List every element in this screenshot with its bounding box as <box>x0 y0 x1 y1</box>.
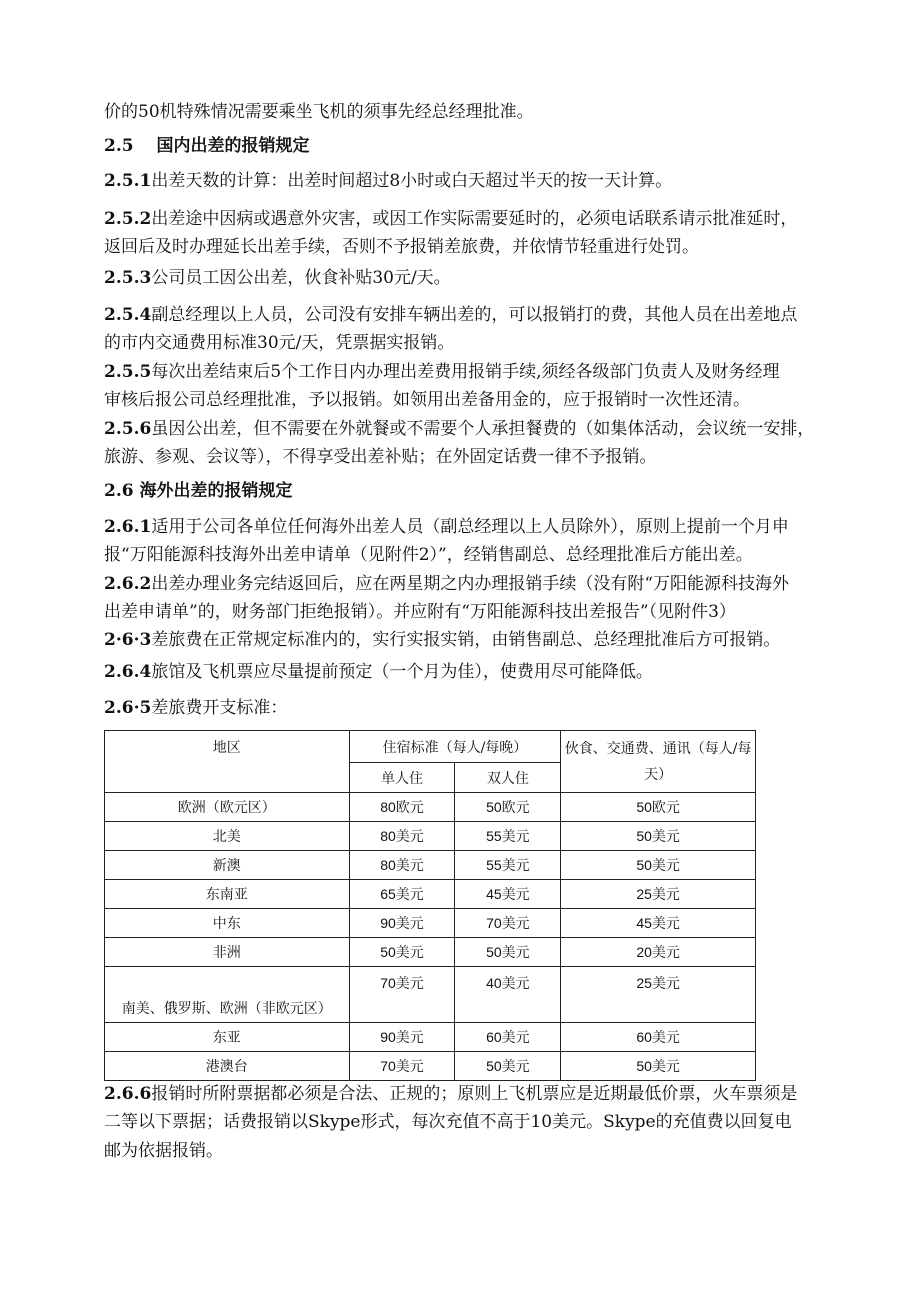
clause-number: 2.6.1 <box>104 517 152 537</box>
cell-single: 65美元 <box>349 880 455 909</box>
clause-text: 差旅费在正常规定标准内的，实行实报实销，由销售副总、总经理批准后方可报销。 <box>151 630 781 650</box>
clause-number: 2·6·3 <box>104 630 152 650</box>
clause-2-6-2-cont: 出差申请单”的，财务部门拒绝报销）。并应附有“万阳能源科技出差报告”（见附件3） <box>104 602 736 622</box>
cell-region: 北美 <box>105 822 350 851</box>
clause-text: 出差天数的计算：出差时间超过8小时或白天超过半天的按一天计算。 <box>151 171 673 191</box>
table-row <box>105 880 756 909</box>
clause-2-5-2 <box>104 207 797 231</box>
table-header-row <box>105 731 756 763</box>
cell-single: 70美元 <box>349 1052 455 1081</box>
clause-number: 2.5.5 <box>104 362 152 382</box>
clause-number: 2.6·5 <box>104 698 152 718</box>
clause-text: 差旅费开支标准： <box>151 698 288 718</box>
cell-region: 东南亚 <box>105 880 350 909</box>
clause-2-5-2-cont: 返回后及时办理延长出差手续，否则不予报销差旅费，并依情节轻重进行处罚。 <box>104 237 699 257</box>
clause-text: 适用于公司各单位任何海外出差人员（副总经理以上人员除外），原则上提前一个月申 <box>151 517 789 537</box>
clause-2-6-5 <box>104 696 287 720</box>
cell-daily: 45美元 <box>561 909 756 938</box>
cell-daily: 50美元 <box>561 851 756 880</box>
cell-region: 港澳台 <box>105 1052 350 1081</box>
clause-2-6-1 <box>104 515 789 539</box>
clause-text: 出差办理业务完结返回后，应在两星期之内办理报销手续（没有附“万阳能源科技海外 <box>151 574 790 594</box>
cell-double: 50美元 <box>455 1052 561 1081</box>
cell-daily: 50欧元 <box>561 793 756 822</box>
table-row <box>105 793 756 822</box>
clause-2-5-4 <box>104 303 797 327</box>
clause-2-6-6 <box>104 1082 797 1106</box>
cell-double: 55美元 <box>455 851 561 880</box>
clause-number: 2.5.4 <box>104 305 152 325</box>
clause-2-6-6-cont2: 邮为依据报销。 <box>104 1141 223 1161</box>
cell-double: 40美元 <box>455 967 561 1023</box>
cell-single: 90美元 <box>349 909 455 938</box>
header-region: 地区 <box>105 731 350 793</box>
clause-number: 2.6.2 <box>104 574 152 594</box>
cell-region: 欧洲（欧元区） <box>105 793 350 822</box>
table-row <box>105 967 756 1023</box>
clause-text: 副总经理以上人员，公司没有安排车辆出差的，可以报销打的费，其他人员在出差地点 <box>151 305 798 325</box>
section-heading-2-5: 2.5 国内出差的报销规定 <box>104 136 310 156</box>
cell-daily: 60美元 <box>561 1023 756 1052</box>
cell-region: 新澳 <box>105 851 350 880</box>
paragraph-line: 价的50机特殊情况需要乘坐飞机的须事先经总经理批准。 <box>104 102 534 122</box>
cell-single: 90美元 <box>349 1023 455 1052</box>
cell-double: 50美元 <box>455 938 561 967</box>
cell-region: 东亚 <box>105 1023 350 1052</box>
clause-2-5-6 <box>104 417 814 441</box>
clause-number: 2.5.3 <box>104 268 152 288</box>
cell-double: 55美元 <box>455 822 561 851</box>
cell-double: 45美元 <box>455 880 561 909</box>
table-row <box>105 822 756 851</box>
clause-2-5-3 <box>104 266 451 290</box>
clause-2-6-3 <box>104 628 780 652</box>
cell-daily: 25美元 <box>561 967 756 1023</box>
cell-region: 南美、俄罗斯、欧洲（非欧元区） <box>105 967 350 1023</box>
cell-daily: 20美元 <box>561 938 756 967</box>
clause-2-6-1-cont: 报“万阳能源科技海外出差申请单（见附件2）”，经销售副总、总经理批准后方能出差。 <box>104 545 753 565</box>
cell-single: 80美元 <box>349 822 455 851</box>
section-heading-2-6: 2.6 海外出差的报销规定 <box>104 481 293 501</box>
cell-daily: 50美元 <box>561 822 756 851</box>
clause-text: 每次出差结束后5个工作日内办理出差费用报销手续,须经各级部门负责人及财务经理 <box>151 362 780 382</box>
cell-single: 50美元 <box>349 938 455 967</box>
clause-text: 旅馆及飞机票应尽量提前预定（一个月为佳），使费用尽可能降低。 <box>151 662 653 682</box>
clause-2-6-2 <box>104 572 789 596</box>
clause-2-5-5-cont: 审核后报公司总经理批准，予以报销。如领用出差备用金的，应于报销时一次性还清。 <box>104 390 750 410</box>
cell-daily: 50美元 <box>561 1052 756 1081</box>
clause-2-5-4-cont: 的市内交通费用标准30元/天，凭票据实报销。 <box>104 333 455 353</box>
table-row <box>105 1052 756 1081</box>
clause-2-5-1 <box>104 169 672 193</box>
header-meals: 伙食、交通费、通讯（每人/每天） <box>561 731 756 793</box>
table-row <box>105 938 756 967</box>
clause-2-6-4 <box>104 660 653 684</box>
clause-number: 2.5.1 <box>104 171 152 191</box>
table-row <box>105 851 756 880</box>
clause-2-5-5 <box>104 360 780 384</box>
clause-number: 2.6.4 <box>104 662 152 682</box>
cell-double: 60美元 <box>455 1023 561 1052</box>
clause-text: 报销时所附票据都必须是合法、正规的；原则上飞机票应是近期最低价票，火车票须是 <box>151 1084 798 1104</box>
table-row <box>105 1023 756 1052</box>
header-lodging: 住宿标准（每人/每晚） <box>349 731 561 763</box>
cell-single: 70美元 <box>349 967 455 1023</box>
clause-text: 公司员工因公出差，伙食补贴30元/天。 <box>151 268 451 288</box>
cell-single: 80美元 <box>349 851 455 880</box>
clause-2-5-6-cont: 旅游、参观、会议等），不得享受出差补贴；在外固定话费一律不予报销。 <box>104 447 657 467</box>
clause-number: 2.6.6 <box>104 1084 152 1104</box>
clause-text: 出差途中因病或遇意外灾害，或因工作实际需要延时的，必须电话联系请示批准延时， <box>151 209 798 229</box>
header-double: 双人住 <box>455 763 561 793</box>
travel-expense-table <box>104 730 756 1081</box>
cell-daily: 25美元 <box>561 880 756 909</box>
header-single: 单人住 <box>349 763 455 793</box>
clause-text: 虽因公出差，但不需要在外就餐或不需要个人承担餐费的（如集体活动，会议统一安排， <box>151 419 815 439</box>
clause-number: 2.5.6 <box>104 419 152 439</box>
cell-single: 80欧元 <box>349 793 455 822</box>
cell-double: 70美元 <box>455 909 561 938</box>
cell-region: 中东 <box>105 909 350 938</box>
clause-number: 2.5.2 <box>104 209 152 229</box>
cell-region: 非洲 <box>105 938 350 967</box>
cell-double: 50欧元 <box>455 793 561 822</box>
clause-2-6-6-cont: 二等以下票据；话费报销以Skype形式，每次充值不高于10美元。Skype的充值费以回复电 <box>104 1112 792 1132</box>
table-row <box>105 909 756 938</box>
